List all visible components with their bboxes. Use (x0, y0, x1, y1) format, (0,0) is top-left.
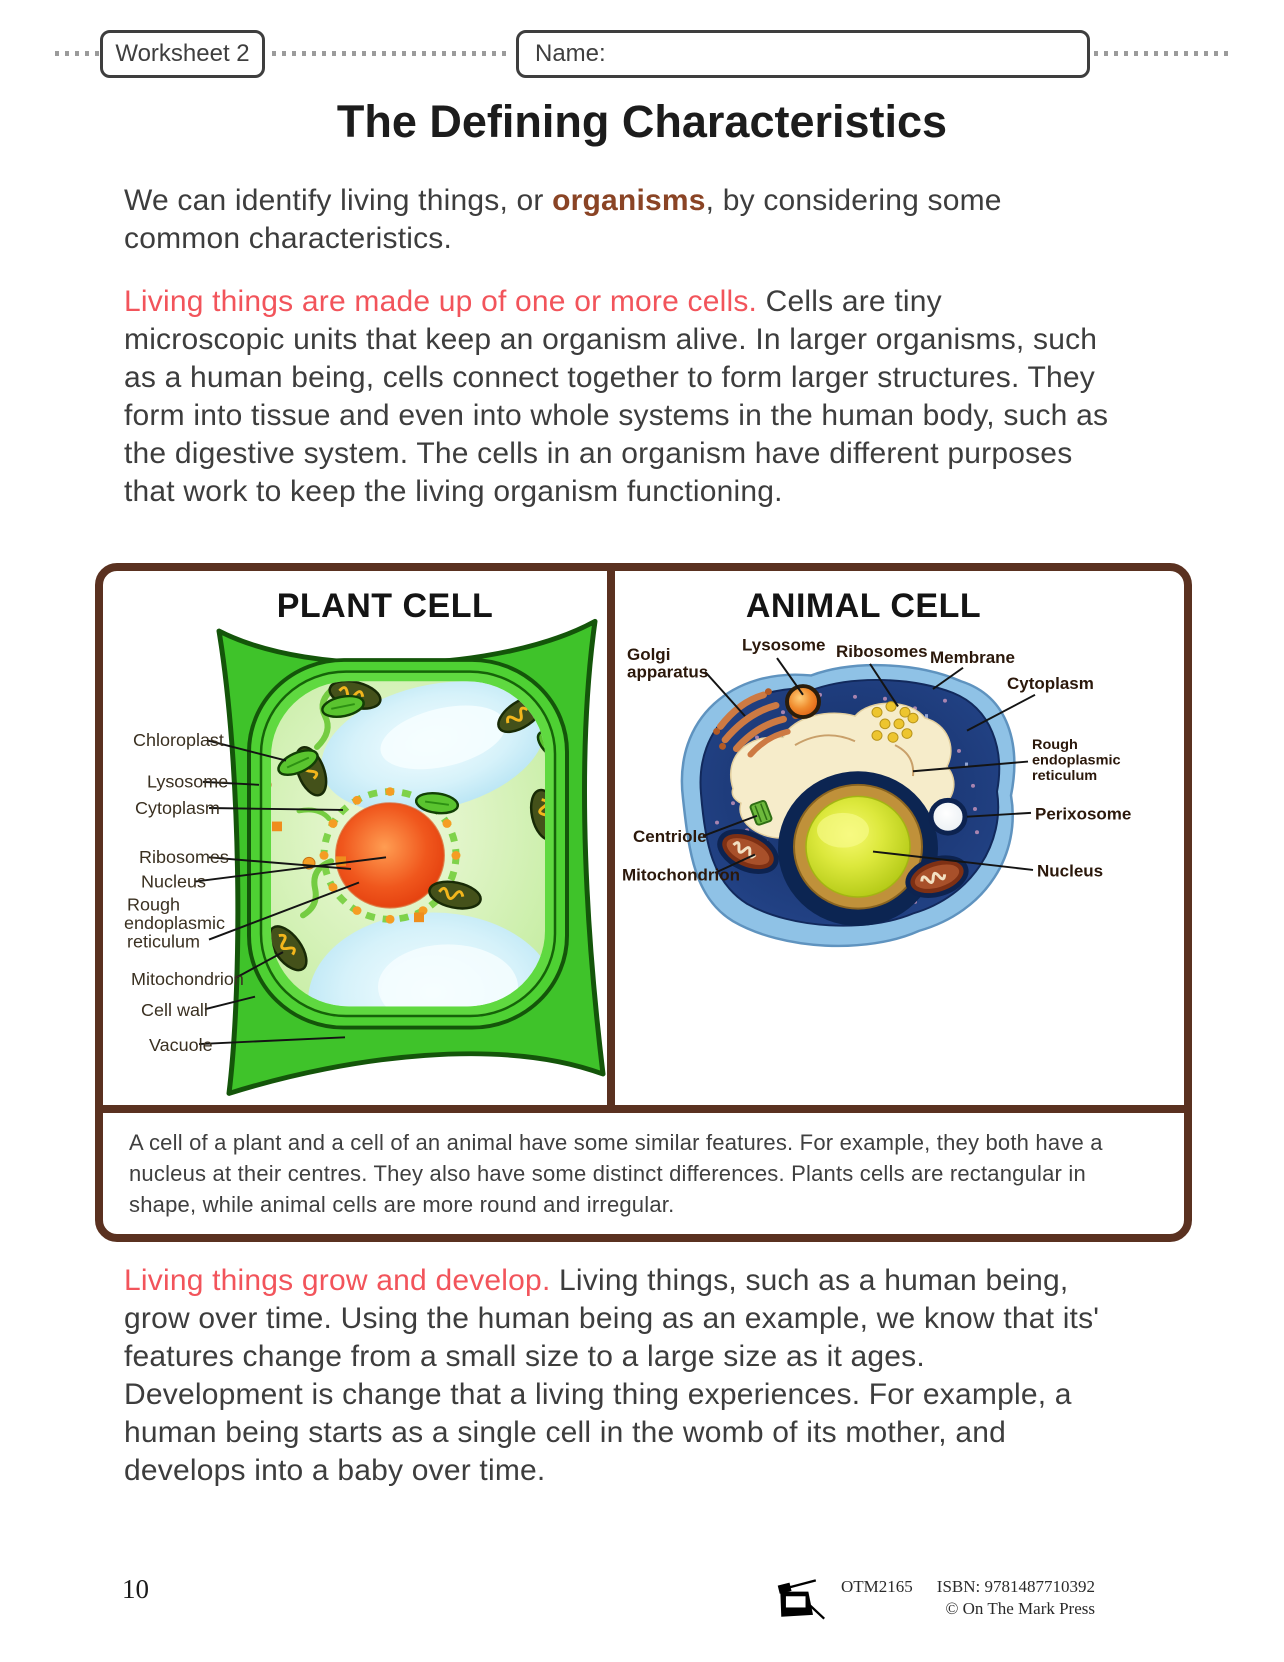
animal-label-golgi-line1: Golgi (627, 645, 671, 664)
grow-paragraph (124, 1262, 1109, 1490)
animal-peroxisome (931, 800, 965, 833)
animal-label-centriole: Centriole (633, 827, 707, 846)
grow-body-text: Living things, such as a human being, grow over time. Using the human being as an example, we know that its' features change from a small size to a large size as it ages. Development is change that a living thing experiences. For example, a human being starts as a single cell in the womb of its mother, and develops into a baby over time. (124, 1264, 1100, 1487)
cell-comparison-figure (95, 563, 1192, 1242)
organisms-keyword: organisms (552, 184, 706, 217)
plant-label-vacuole: Vacuole (149, 1035, 213, 1055)
isbn: ISBN: 9781487710392 (936, 1577, 1095, 1596)
animal-cell-title: ANIMAL CELL (745, 587, 982, 625)
intro-text-pre: We can identify living things, or (124, 184, 553, 217)
cells-lead-sentence: Living things are made up of one or more cells. (124, 285, 758, 318)
plant-label-nucleus: Nucleus (141, 871, 206, 892)
dotted-line-right (1094, 51, 1228, 56)
plant-label-cytoplasm: Cytoplasm (135, 798, 220, 818)
cells-body-text: Cells are tiny microscopic units that keep an organism alive. In larger organisms, such as a human being, cells connect together to form larger structures. They form into tissue and even into whole systems in the human body, such as the digestive system. The cells in an organism have different purposes that work to keep the living organism functioning. (124, 285, 1109, 508)
publisher-block (771, 1576, 1095, 1624)
animal-cell-diagram (615, 571, 1184, 1105)
plant-label-cell-wall: Cell wall (141, 1000, 208, 1020)
on-the-mark-press-logo-icon (771, 1576, 827, 1624)
grow-lead-sentence: Living things grow and develop. (124, 1264, 551, 1297)
page-number: 10 (122, 1574, 149, 1604)
plant-label-ribosomes: Ribosomes (139, 847, 229, 868)
cells-paragraph (124, 283, 1109, 511)
name-label: Name: (535, 40, 606, 67)
animal-nucleus (778, 771, 938, 926)
animal-label-peroxisome: Perixosome (1035, 804, 1132, 824)
animal-label-rer-line2: endoplasmic (1032, 752, 1121, 769)
figure-caption: A cell of a plant and a cell of an animal have some similar features. For example, they both have a nucleus at their centres. They also have some distinct differences. Plants cells are rectangular in shape, while animal cells are more round and irregular. (103, 1105, 1184, 1234)
animal-label-rer-line1: Rough (1032, 737, 1078, 753)
plant-label-rer-line1: Rough (127, 894, 180, 915)
figure-panels (103, 571, 1184, 1105)
plant-label-rer-line2: endoplasmic (124, 913, 225, 933)
dotted-line-left (55, 51, 99, 56)
plant-label-mitochondrion: Mitochondrion (131, 969, 244, 989)
worksheet-tab (100, 30, 265, 78)
publisher-text (841, 1576, 1095, 1620)
intro-paragraph (124, 182, 1109, 258)
plant-cell-diagram (103, 571, 607, 1105)
name-field[interactable] (516, 30, 1090, 78)
code-isbn-line (841, 1576, 1095, 1598)
worksheet-label: Worksheet 2 (115, 40, 250, 67)
dotted-line-middle (272, 51, 512, 56)
animal-label-nucleus: Nucleus (1037, 861, 1104, 881)
animal-label-mitochondrion: Mitochondrion (622, 865, 740, 885)
product-code: OTM2165 (841, 1577, 913, 1596)
plant-cell-title: PLANT CELL (276, 587, 494, 625)
plant-cell-panel (103, 571, 607, 1105)
intro-text-post: , by considering some common characteristics. (124, 184, 1002, 255)
animal-label-lysosome: Lysosome (742, 635, 826, 655)
animal-cell-panel (615, 571, 1184, 1105)
panel-divider (607, 571, 615, 1105)
animal-label-membrane: Membrane (930, 648, 1015, 667)
publisher-name: © On The Mark Press (945, 1599, 1095, 1618)
animal-label-cytoplasm: Cytoplasm (1007, 674, 1094, 693)
plant-label-lysosome: Lysosome (147, 771, 229, 792)
animal-label-rer-line3: reticulum (1032, 768, 1098, 784)
plant-label-rer-line3: reticulum (127, 931, 200, 952)
animal-label-ribosomes: Ribosomes (836, 642, 928, 662)
page-title: The Defining Characteristics (336, 96, 948, 147)
plant-label-chloroplast: Chloroplast (133, 730, 224, 751)
animal-label-golgi-line2: apparatus (627, 662, 709, 682)
animal-lysosome (787, 686, 819, 717)
